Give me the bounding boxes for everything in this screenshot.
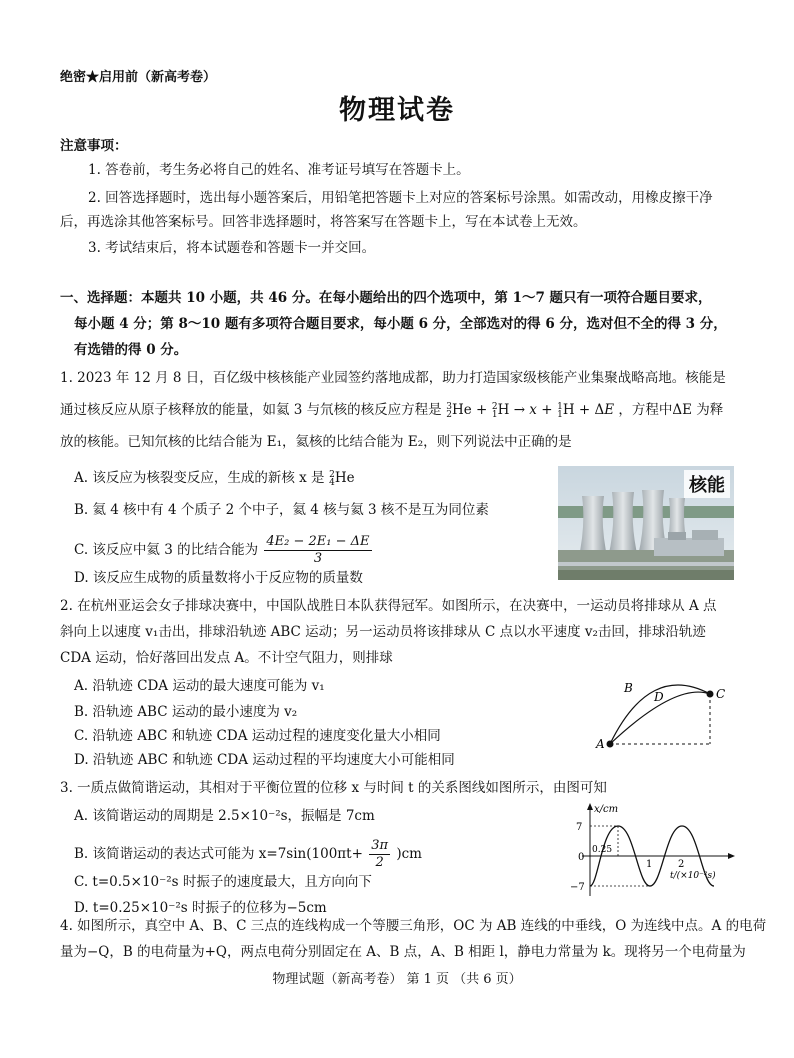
- photo-label: 核能: [684, 470, 730, 498]
- q1-option-d: D. 该反应生成物的质量数将小于反应物的质量数: [74, 570, 363, 586]
- q3-option-a: A. 该简谐运动的周期是 2.5×10⁻²s，振幅是 7cm: [74, 808, 375, 824]
- q2-line3: CDA 运动，恰好落回出发点 A。不计空气阻力，则排球: [60, 650, 393, 666]
- label-b: B: [624, 681, 633, 695]
- q1-line2-text-b: ，方程中ΔE 为释: [618, 402, 724, 418]
- notice-item-1: 1. 答卷前，考生务必将自己的姓名、准考证号填写在答题卡上。: [88, 162, 470, 178]
- q1-option-a: A. 该反应为核裂变反应，生成的新核 x 是 2 4 He: [74, 469, 355, 488]
- label-a: A: [596, 737, 605, 751]
- secret-mark: 绝密★启用前（新高考卷）: [60, 70, 217, 85]
- q3-option-d: D. t=0.25×10⁻²s 时振子的位移为−5cm: [74, 900, 327, 916]
- fraction-numerator: 3π: [371, 838, 389, 853]
- q3-line1: 3. 一质点做简谐运动，其相对于平衡位置的位移 x 与时间 t 的关系图线如图所示，由图可知: [60, 780, 607, 796]
- q1-option-c: [74, 534, 374, 567]
- label-c: C: [716, 687, 726, 701]
- q2-line2: 斜向上以速度 v₁击出，排球沿轨迹 ABC 运动；另一运动员将该排球从 C 点以水平速度 v₂击回，排球沿轨迹: [60, 624, 706, 640]
- q2-option-d: D. 沿轨迹 ABC 和轨迹 CDA 运动过程的平均速度大小可能相同: [74, 752, 455, 768]
- section1-line2: 每小题 4 分；第 8～10 题有多项符合题目要求，每小题 6 分，全部选对的得 6 分，选对但不全的得 3 分，: [74, 316, 727, 332]
- notice-item-3: 3. 考试结束后，将本试题卷和答题卡一并交回。: [88, 240, 376, 256]
- q1-option-c-text: C. 该反应中氦 3 的比结合能为: [74, 542, 259, 558]
- q4-line1: 4. 如图所示，真空中 A、B、C 三点的连线构成一个等腰三角形，OC 为 AB 连线的中垂线，O 为连线中点。A 的电荷: [60, 918, 767, 934]
- q1-line1: 1. 2023 年 12 月 8 日，百亿级中核核能产业园签约落地成都，助力打造国家级核能产业集聚战略高地。核能是: [60, 370, 726, 386]
- x-axis-arrow: [728, 853, 735, 859]
- nuclear-plant-photo: [558, 466, 734, 580]
- y-axis-label: x/cm: [594, 804, 619, 815]
- volleyball-trajectory-diagram: [590, 676, 730, 752]
- x-axis-label: t/(×10⁻²s): [670, 871, 716, 881]
- tick-neg7: −7: [570, 882, 585, 893]
- q1-reaction-equation: 3 2 He + 2 1 H → x + 1 1 H + ΔE: [446, 401, 615, 420]
- q2-line1: 2. 在杭州亚运会女子排球决赛中，中国队战胜日本队获得冠军。如图所示，在决赛中，一运动员将排球从 A 点: [60, 598, 717, 614]
- fraction-denominator: 2: [375, 855, 384, 870]
- point-a: [607, 741, 614, 748]
- q1-line3: 放的核能。已知氘核的比结合能为 E₁，氦核的比结合能为 E₂，则下列说法中正确的是: [60, 434, 572, 450]
- point-c: [707, 691, 714, 698]
- fraction-numerator: 4E₂ − 2E₁ − ΔE: [266, 534, 370, 549]
- q3-option-c: C. t=0.5×10⁻²s 时振子的速度最大，且方向向下: [74, 874, 372, 890]
- tick-025: 0.25: [592, 845, 613, 855]
- notice-item-2b: 后，再选涂其他答案标号。回答非选择题时，将答案写在答题卡上，写在本试卷上无效。: [60, 214, 587, 230]
- q3-option-b: [74, 838, 422, 871]
- tick-0: 0: [578, 852, 585, 863]
- displacement-time-graph: [562, 800, 738, 900]
- q1-line2: [60, 402, 723, 419]
- q1-option-a-text: A. 该反应为核裂变反应，生成的新核 x 是: [74, 470, 325, 486]
- q1-option-b: B. 氦 4 核中有 4 个质子 2 个中子，氦 4 核与氦 3 核不是互为同位素: [74, 502, 489, 518]
- q3-option-b-text-b: )cm: [396, 846, 422, 862]
- y-axis-arrow: [587, 803, 593, 810]
- q4-line2: 量为−Q，B 的电荷量为+Q，两点电荷分别固定在 A、B 点，A、B 相距 l，静电力常量为 k。现将另一个电荷量为: [60, 944, 746, 960]
- tick-1: 1: [646, 859, 653, 870]
- notice-item-2a: 2. 回答选择题时，选出每小题答案后，用铅笔把答题卡上对应的答案标号涂黑。如需改动，用橡皮擦干净: [88, 190, 713, 206]
- q2-option-b: B. 沿轨迹 ABC 运动的最小速度为 v₂: [74, 704, 298, 720]
- fraction-denominator: 3: [313, 551, 323, 566]
- q3-option-b-fraction: [369, 838, 390, 871]
- notice-heading: 注意事项：: [60, 138, 128, 154]
- page-footer: 物理试题（新高考卷） 第 1 页 （共 6 页）: [272, 972, 522, 987]
- page-title: 物理试卷: [339, 95, 455, 126]
- label-d: D: [654, 690, 664, 704]
- tick-2: 2: [678, 859, 685, 870]
- q2-option-c: C. 沿轨迹 ABC 和轨迹 CDA 运动过程的速度变化量大小相同: [74, 728, 441, 744]
- tick-7: 7: [576, 822, 583, 833]
- q3-option-b-text-a: B. 该简谐运动的表达式可能为 x=7sin(100πt+: [74, 846, 363, 862]
- q2-option-a: A. 沿轨迹 CDA 运动的最大速度可能为 v₁: [74, 678, 325, 694]
- section1-line3: 有选错的得 0 分。: [74, 342, 188, 358]
- q1-line2-text-a: 通过核反应从原子核释放的能量，如氦 3 与氘核的核反应方程是: [60, 402, 442, 418]
- section1-line1: 一、选择题：本题共 10 小题，共 46 分。在每小题给出的四个选项中，第 1～7 题只有一项符合题目要求，: [60, 290, 712, 306]
- q1-option-c-fraction: [264, 534, 371, 567]
